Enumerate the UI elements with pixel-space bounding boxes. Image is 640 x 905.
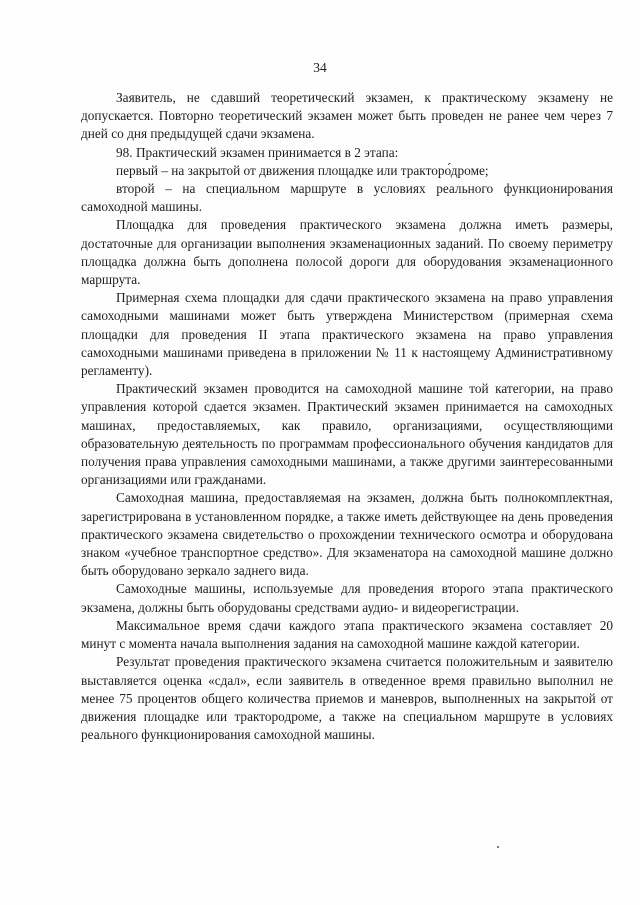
page-number: 34 [313, 60, 327, 75]
paragraph-stage-one: первый – на закрытой от движения площадке или тракторо́дроме; [116, 162, 489, 178]
paragraph-audio-video-registration: Самоходные машины, используемые для проведения второго этапа практического экзамена, должны быть оборудованы средствами аудио- и видеорегистрации. [81, 581, 613, 615]
paragraph-stage-two: второй – на специальном маршруте в условиях реального функционирования самоходной машины. [81, 181, 613, 215]
paragraph-theory-exam-retake: Заявитель, не сдавший теоретический экзамен, к практическому экзамену не допускается. Повторно теоретический экзамен может быть проведен не ранее чем через 7 дней со дня предыдущей сдачи экзамена. [81, 90, 613, 142]
paragraph-practical-exam-stages: 98. Практический экзамен принимается в 2 этапа: [116, 144, 399, 160]
scan-speck [497, 846, 499, 848]
document-body [81, 89, 613, 744]
paragraph-exam-vehicle-category: Практический экзамен проводится на самоходной машине той категории, на право управления которой сдается экзамен. Практический экзамен принимается на самоходных машинах, предоставляемых, как правило, организациями, осуществляющими образовательную деятельность по программам профессионального обучения кандидатов для получения права управления самоходными машинами, а также другими заинтересованными организациями или гражданами. [81, 381, 613, 488]
paragraph-exam-result: Результат проведения практического экзамена считается положительным и заявителю выставляется оценка «сдал», если заявитель в отведенное время правильно выполнил не менее 75 процентов общего количества приемов и маневров, выполненных на закрытой от движения площадке или трактородроме, а также на специальном маршруте в условиях реального функционирования самоходной машины. [81, 654, 613, 743]
paragraph-vehicle-requirements: Самоходная машина, предоставляемая на экзамен, должна быть полнокомплектная, зарегистрирована в установленном порядке, а также иметь действующее на день проведения практического экзамена свидетельство о прохождении технического осмотра и оборудована знаком «учебное транспортное средство». Для экзаменатора на самоходной машине должно быть оборудовано зеркало заднего вида. [81, 490, 613, 579]
paragraph-exam-area-scheme: Примерная схема площадки для сдачи практического экзамена на право управления самоходными машинами может быть утверждена Министерством (примерная схема площадки для проведения II этапа практического экзамена на право управления самоходными машинами приведена в приложении № 11 к настоящему Административному регламенту). [81, 290, 613, 379]
paragraph-exam-area-size: Площадка для проведения практического экзамена должна иметь размеры, достаточные для организации выполнения экзаменационных заданий. По своему периметру площадка должна быть дополнена полосой дороги для оборудования экзаменационного маршрута. [81, 217, 613, 288]
paragraph-max-exam-time: Максимальное время сдачи каждого этапа практического экзамена составляет 20 минут с момента начала выполнения задания на самоходной машине каждой категории. [81, 617, 613, 652]
